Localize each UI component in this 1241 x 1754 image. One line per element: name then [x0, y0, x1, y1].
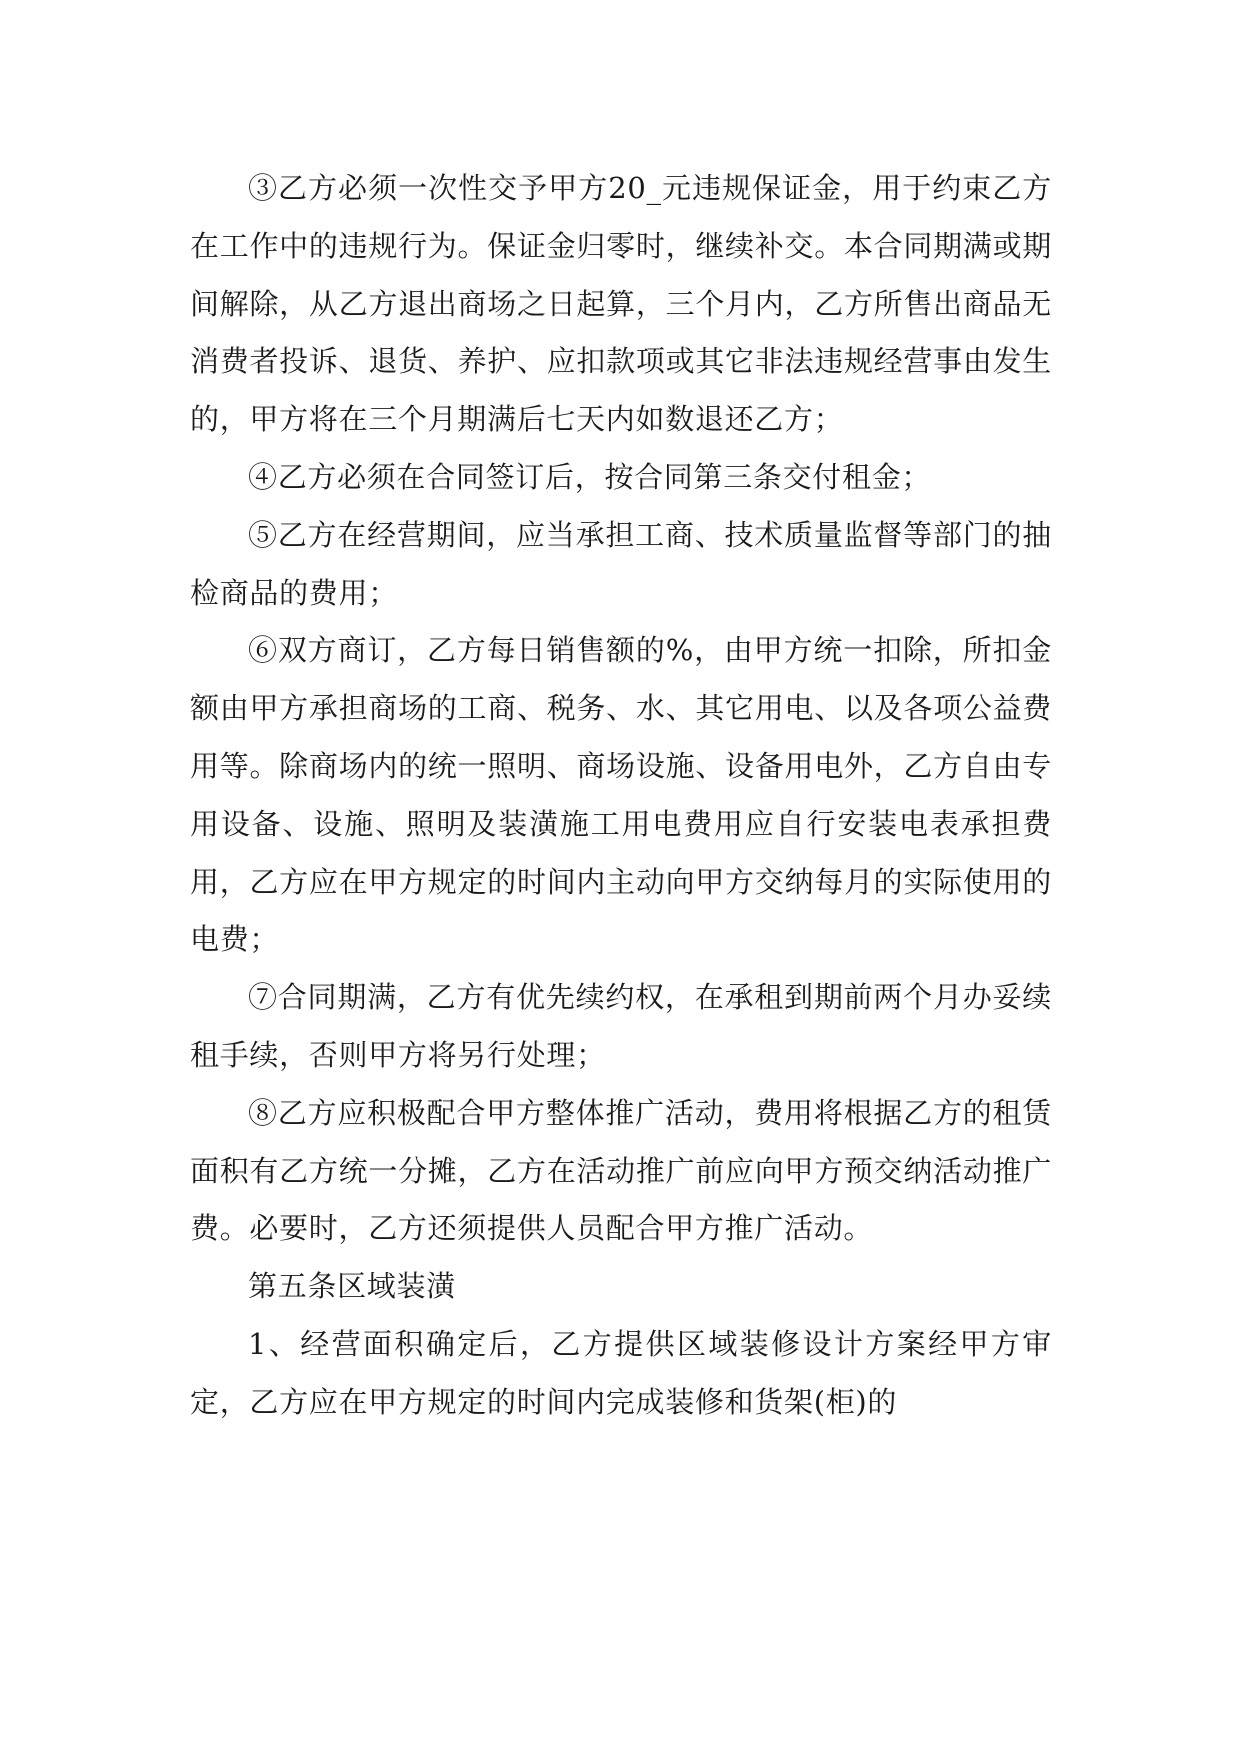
paragraph-renewal-clause: ⑦合同期满，乙方有优先续约权，在承租到期前两个月办妥续租手续，否则甲方将另行处理； — [190, 980, 1052, 1072]
section-heading-decoration: 第五条区域装潢 — [248, 1269, 456, 1304]
paragraph-inspection-fee-clause: ⑤乙方在经营期间，应当承担工商、技术质量监督等部门的抽检商品的费用； — [190, 517, 1052, 610]
document-body — [190, 160, 1052, 1432]
paragraph-decoration-clause: 1、经营面积确定后，乙方提供区域装修设计方案经甲方审定，乙方应在甲方规定的时间内完成装修和货架(柜)的 — [190, 1326, 1052, 1419]
paragraph-promotion-clause: ⑧乙方应积极配合甲方整体推广活动，费用将根据乙方的租赁面积有乙方统一分摊，乙方在活动推广前应向甲方预交纳活动推广费。必要时，乙方还须提供人员配合甲方推广活动。 — [190, 1095, 1052, 1246]
paragraph-rent-clause: ④乙方必须在合同签订后，按合同第三条交付租金； — [248, 459, 932, 494]
paragraph-sales-deduction-clause: ⑥双方商订，乙方每日销售额的%，由甲方统一扣除，所扣金额由甲方承担商场的工商、税务、水、其它用电、以及各项公益费用等。除商场内的统一照明、商场设施、设备用电外，乙方自由专用设备、设施、照明及装潢施工用电费用应自行安装电表承担费用，乙方应在甲方规定的时间内主动向甲方交纳每月的实际使用的电费； — [190, 633, 1052, 957]
paragraph-deposit-clause: ③乙方必须一次性交予甲方20_元违规保证金，用于约束乙方在工作中的违规行为。保证金归零时，继续补交。本合同期满或期间解除，从乙方退出商场之日起算，三个月内，乙方所售出商品无消费者投诉、退货、养护、应扣款项或其它非法违规经营事由发生的，甲方将在三个月期满后七天内如数退还乙方； — [190, 171, 1052, 437]
